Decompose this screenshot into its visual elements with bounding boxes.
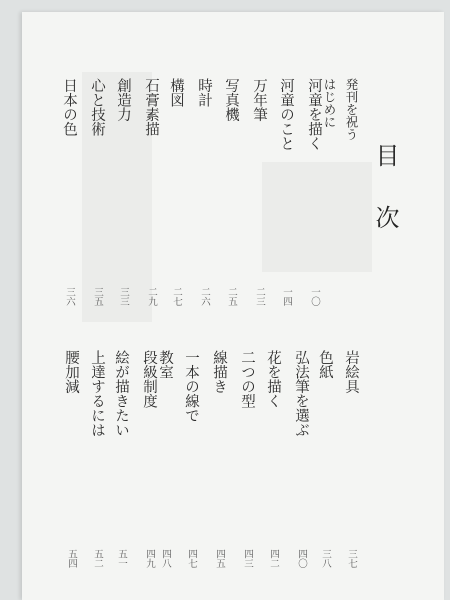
- toc-entry-title: 段級制度: [141, 350, 157, 408]
- toc-entry: [303, 78, 325, 306]
- toc-entry: [58, 78, 80, 306]
- toc-heading-mokuji: 目: [371, 143, 399, 167]
- toc-entry-title: 心と技術: [89, 78, 105, 136]
- toc-page-number: 三七: [346, 549, 357, 568]
- toc-entry: [208, 350, 230, 568]
- toc-entry-title: 写真機: [223, 78, 239, 122]
- toc-entry-title: 発刊を祝う: [344, 78, 359, 141]
- toc-entry-title: 河童のこと: [278, 78, 294, 151]
- toc-entry: [262, 350, 284, 568]
- toc-entry: [180, 350, 202, 568]
- toc-page-number: 四二: [268, 549, 279, 568]
- toc-entry: [220, 78, 242, 306]
- toc-page-number: 四八: [160, 549, 171, 568]
- toc-heading: [368, 143, 403, 167]
- toc-page-number: 二九: [146, 287, 157, 306]
- toc-entry: [138, 350, 160, 568]
- toc-entry: [112, 78, 134, 306]
- toc-entry: [340, 78, 362, 146]
- toc-entry-title: 教室: [157, 350, 173, 379]
- toc-page-number: 五四: [66, 549, 77, 568]
- toc-entry-title: 上達するには: [89, 350, 105, 437]
- toc-page-number: 四九: [144, 549, 155, 568]
- toc-entry-title: 日本の色: [61, 78, 77, 136]
- toc-page-number: 三六: [64, 287, 75, 306]
- toc-page-number: 三八: [320, 549, 331, 568]
- toc-page-number: 三三: [118, 287, 129, 306]
- toc-entry-title: 絵が描きたい: [113, 350, 129, 437]
- toc-entry-title: 万年筆: [251, 78, 267, 122]
- toc-entry-title: 二つの型: [239, 350, 255, 408]
- toc-entry: [140, 78, 162, 306]
- toc-entry-title: 創造力: [115, 78, 131, 122]
- toc-page-number: 二三: [254, 287, 265, 306]
- toc-entry: [236, 350, 258, 568]
- toc-page-number: 五一: [116, 549, 127, 568]
- toc-page-number: 二五: [226, 287, 237, 306]
- toc-page-number: 五二: [92, 549, 103, 568]
- toc-entry: [290, 350, 312, 568]
- toc-page-number: 四三: [242, 549, 253, 568]
- toc-entry-title: 色紙: [317, 350, 333, 379]
- toc-entry: [275, 78, 297, 306]
- toc-entry: [193, 78, 215, 306]
- toc-entry: [248, 78, 270, 306]
- toc-entry-title: 時計: [196, 78, 212, 107]
- toc-entry-title: 花を描く: [265, 350, 281, 408]
- toc-page-number: 四〇: [296, 549, 307, 568]
- toc-entry-title: 岩絵具: [343, 350, 359, 394]
- toc-entry-title: 腰加減: [63, 350, 79, 394]
- toc-entry: [110, 350, 132, 568]
- toc-page-number: 四五: [214, 549, 225, 568]
- toc-heading-ji: 次: [371, 205, 399, 229]
- toc-entry: [340, 350, 362, 568]
- toc-entry: [60, 350, 82, 568]
- toc-entry-title: 弘法筆を選ぶ: [293, 350, 309, 437]
- toc-entry: [165, 78, 187, 306]
- toc-heading-second: [368, 205, 403, 229]
- toc-entry-title: 石膏素描: [143, 78, 159, 136]
- toc-entry: [314, 350, 336, 568]
- toc-entry: [86, 78, 108, 306]
- toc-page-number: 三五: [92, 287, 103, 306]
- toc-entry-title: 構図: [168, 78, 184, 107]
- toc-entry: [86, 350, 108, 568]
- toc-page-number: 四七: [186, 549, 197, 568]
- toc-entry-title: 一本の線で: [183, 350, 199, 423]
- toc-entry-title: はじめに: [322, 78, 337, 128]
- toc-entry-title: 河童を描く: [306, 78, 322, 151]
- toc-page-number: 一〇: [309, 287, 320, 306]
- toc-entry-title: 線描き: [211, 350, 227, 394]
- toc-page-number: 二七: [171, 287, 182, 306]
- toc-page-number: 一四: [281, 287, 292, 306]
- toc-page-number: 二六: [199, 287, 210, 306]
